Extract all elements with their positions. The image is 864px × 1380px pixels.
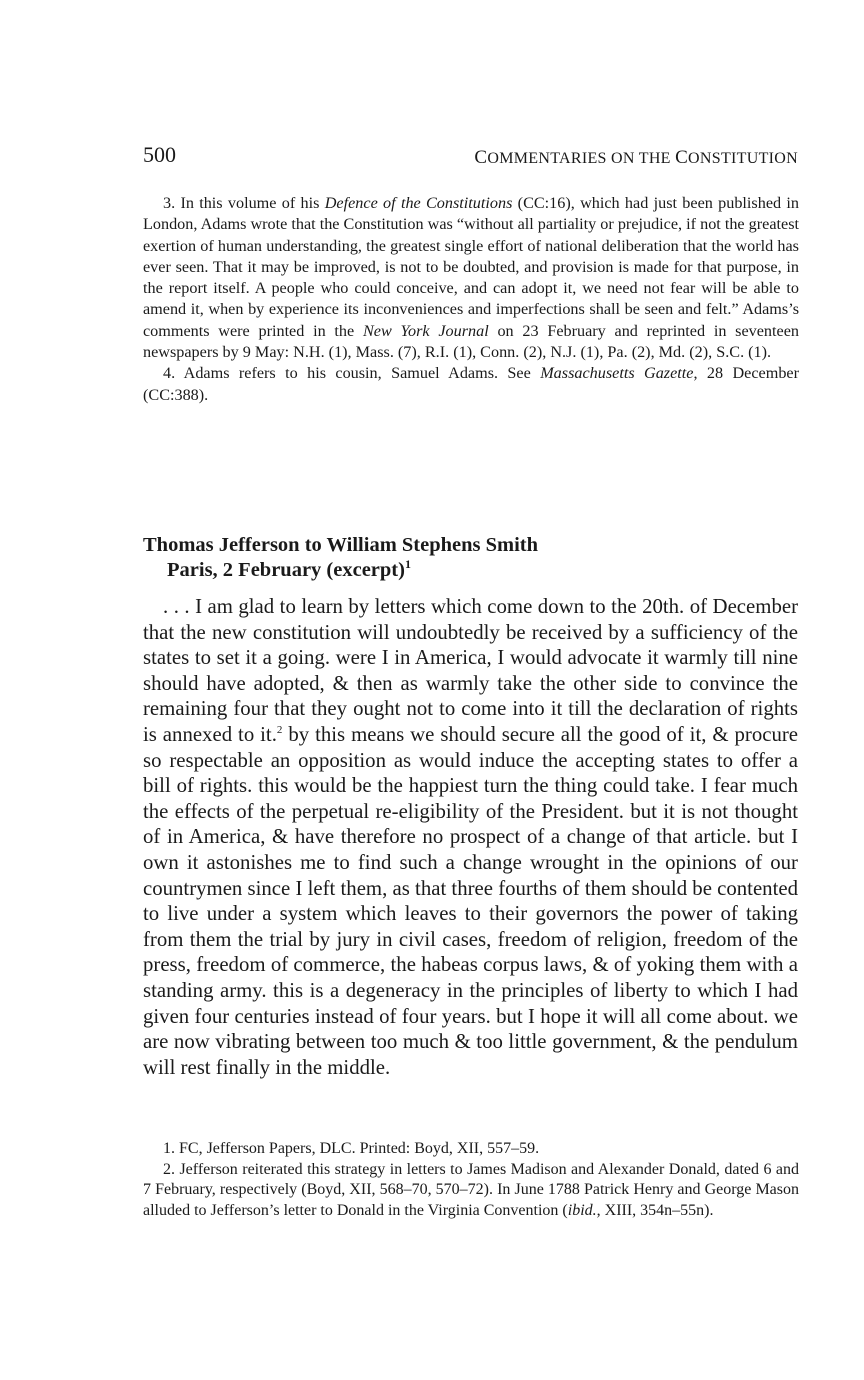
footnote-4: 4. Adams refers to his cousin, Samuel Adams. See Massachusetts Gazette, 28 December (CC:388). <box>143 364 799 404</box>
footnote-mark: 1 <box>404 557 411 572</box>
document-heading <box>143 533 799 583</box>
heading-title: Thomas Jefferson to William Stephens Smith <box>143 534 539 556</box>
footnote-3: 3. In this volume of his Defence of the Constitutions (CC:16), which had just been published in London, Adams wrote that the Constitution was “without all partiality or prejudice, if not the greatest exertion of human understanding, the greatest single effort of national deliberation that the world has ever seen. That it may be improved, is not to be doubted, and provision is made for that purpose, in the report itself. A people who could conceive, and can adopt it, we need not fear will be able to amend it, when by experience its inconveniences and imperfections shall be seen and felt.” Adams’s comments were printed in the New York Journal on 23 February and reprinted in seventeen newspapers by 9 May: N.H. (1), Mass. (7), R.I. (1), Conn. (2), N.J. (1), Pa. (2), Md. (2), S.C. (1). <box>143 194 799 362</box>
running-head: COMMENTARIES ON THE CONSTITUTION <box>474 147 798 168</box>
footnote-mark: 2 <box>276 724 283 737</box>
letter-text: . . . I am glad to learn by letters which come down to the 20th. of December that the new constitution will undoubtedly be received by a sufficiency of the states to set it a going. were I in America, I would advocate it warmly till nine should have adopted, & then as warmly take the other side to convince the remaining four that they ought not to come into it till the declaration of rights is annexed to it.$^2$ by this means we should secure all the good of it, & procure so respectable an opposition as would induce the accepting states to offer a bill of rights. this would be the happiest turn the thing could take. I fear much the effects of the perpetual re-eligibility of the President. but it is not thought of in America, & have therefore no prospect of a change of that article. but I own it astonishes me to find such a change wrought in the opinions of our countrymen since I left them, as that three fourths of them should be contented to live under a system which leaves to their governors the power of taking from them the trial by jury in civil cases, freedom of religion, freedom of the press, freedom of commerce, the habeas corpus laws, & of yoking them with a standing army. this is a degeneracy in the principles of liberty to which I had given four centuries instead of four years. but I hope it will all come about. we are now vibrating between too much & too little government, & the pendulum will rest finally in the middle. <box>143 595 798 1079</box>
letter-body <box>143 594 798 1080</box>
bottom-footnotes <box>143 1139 799 1221</box>
page-number: 500 <box>143 142 176 167</box>
footnote-1: 1. FC, Jefferson Papers, DLC. Printed: Boyd, XII, 557–59. <box>163 1140 540 1157</box>
footnote-2: 2. Jefferson reiterated this strategy in letters to James Madison and Alexander Donald, dated 6 and 7 February, respectively (Boyd, XII, 568–70, 570–72). In June 1788 Patrick Henry and George Mason alluded to Jefferson’s letter to Donald in the Virginia Convention (ibid., XIII, 354n–55n). <box>143 1160 799 1219</box>
heading-dateline: Paris, 2 February (excerpt)$^1$ <box>167 557 411 581</box>
top-footnotes <box>143 193 799 406</box>
